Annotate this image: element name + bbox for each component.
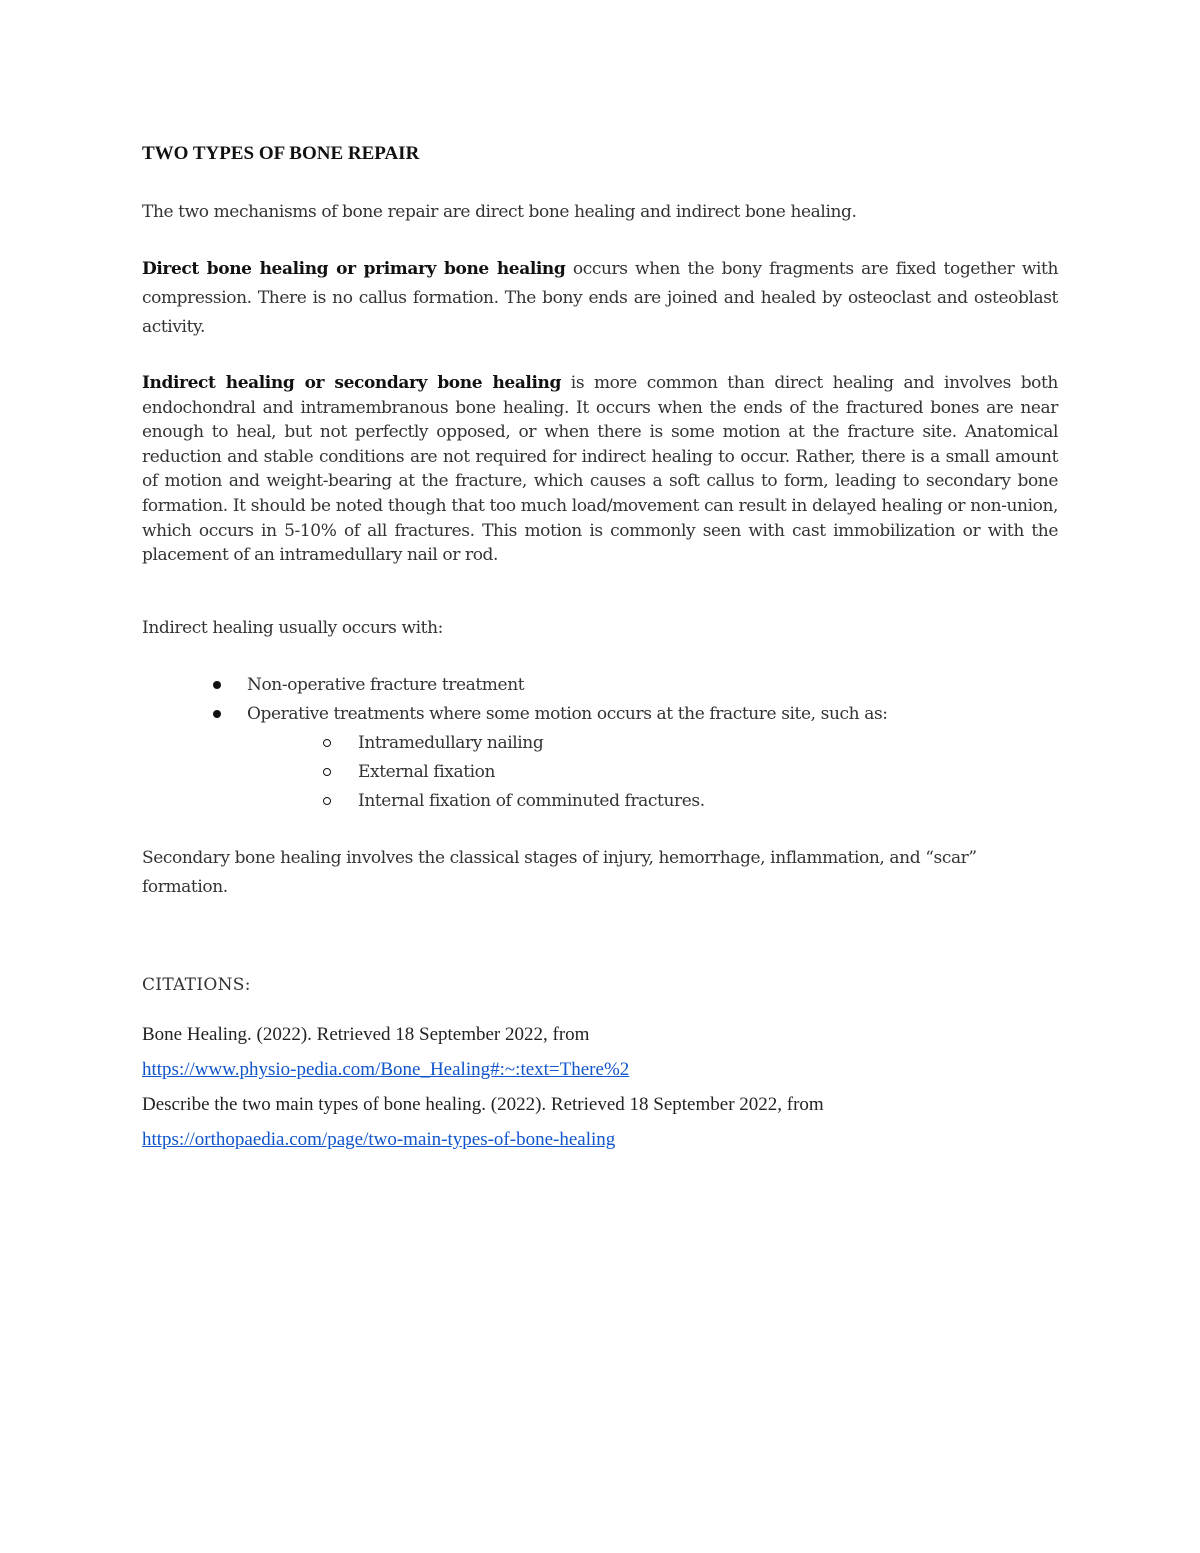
bullet-circle-icon [323, 768, 331, 776]
sub-list-item [142, 729, 1058, 758]
indirect-usually-heading: Indirect healing usually occurs with: [142, 617, 443, 638]
document-body [142, 140, 1058, 1157]
bullet-circle-icon [323, 739, 331, 747]
citation-text: Describe the two main types of bone healing. (2022). Retrieved 18 September 2022, from [142, 1093, 824, 1115]
direct-healing-paragraph [142, 255, 1058, 342]
direct-healing-term: Direct bone healing or primary bone healing [142, 259, 566, 279]
bullet-disc-icon [213, 681, 221, 689]
indirect-healing-term: Indirect healing or secondary bone healing [142, 373, 561, 393]
direct-healing-text: occurs when the bony fragments are fixed together with compression. There is no callus formation. The bony ends are joined and healed by osteoclast and osteoblast activity. [142, 259, 1058, 337]
intro-paragraph: The two mechanisms of bone repair are direct bone healing and indirect bone healing. [142, 202, 857, 222]
citation-link[interactable]: https://www.physio-pedia.com/Bone_Healing#:~:text=There%2 [142, 1058, 630, 1080]
secondary-healing-paragraph: Secondary bone healing involves the classical stages of injury, hemorrhage, inflammation, and “scar” formation. [142, 847, 977, 897]
sub-list-item-text: Intramedullary nailing [358, 732, 544, 753]
indirect-healing-text: is more common than direct healing and involves both endochondral and intramembranous bone healing. It occurs when the ends of the fractured bones are near enough to heal, but not perfectly opposed, or when there is some motion at the fracture site. Anatomical reduction and stable conditions are not required for indirect healing to occur. Rather, there is a small amount of motion and weight-bearing at the fracture, which causes a soft callus to form, leading to secondary bone formation. It should be noted though that too much load/movement can result in delayed healing or non-union, which occurs in 5-10% of all fractures. This motion is commonly seen with cast immobilization or with the placement of an intramedullary nail or rod. [142, 373, 1058, 566]
bullet-circle-icon [323, 797, 331, 805]
citations-heading: CITATIONS: [142, 974, 251, 995]
list-item-text: Operative treatments where some motion occurs at the fracture site, such as: [247, 703, 888, 724]
indirect-conditions-list [142, 671, 1058, 816]
indirect-healing-paragraph [142, 371, 1058, 568]
sub-list-item-text: External fixation [358, 761, 496, 782]
list-item [142, 671, 1058, 700]
sub-list-item [142, 758, 1058, 787]
sub-list-item [142, 787, 1058, 816]
citation-text: Bone Healing. (2022). Retrieved 18 September 2022, from [142, 1023, 590, 1045]
sub-list-item-text: Internal fixation of comminuted fractures. [358, 790, 705, 811]
citation-link[interactable]: https://orthopaedia.com/page/two-main-types-of-bone-healing [142, 1128, 616, 1150]
page-title: TWO TYPES OF BONE REPAIR [142, 143, 420, 164]
list-item-text: Non-operative fracture treatment [247, 674, 525, 695]
bullet-disc-icon [213, 710, 221, 718]
list-item [142, 700, 1058, 729]
